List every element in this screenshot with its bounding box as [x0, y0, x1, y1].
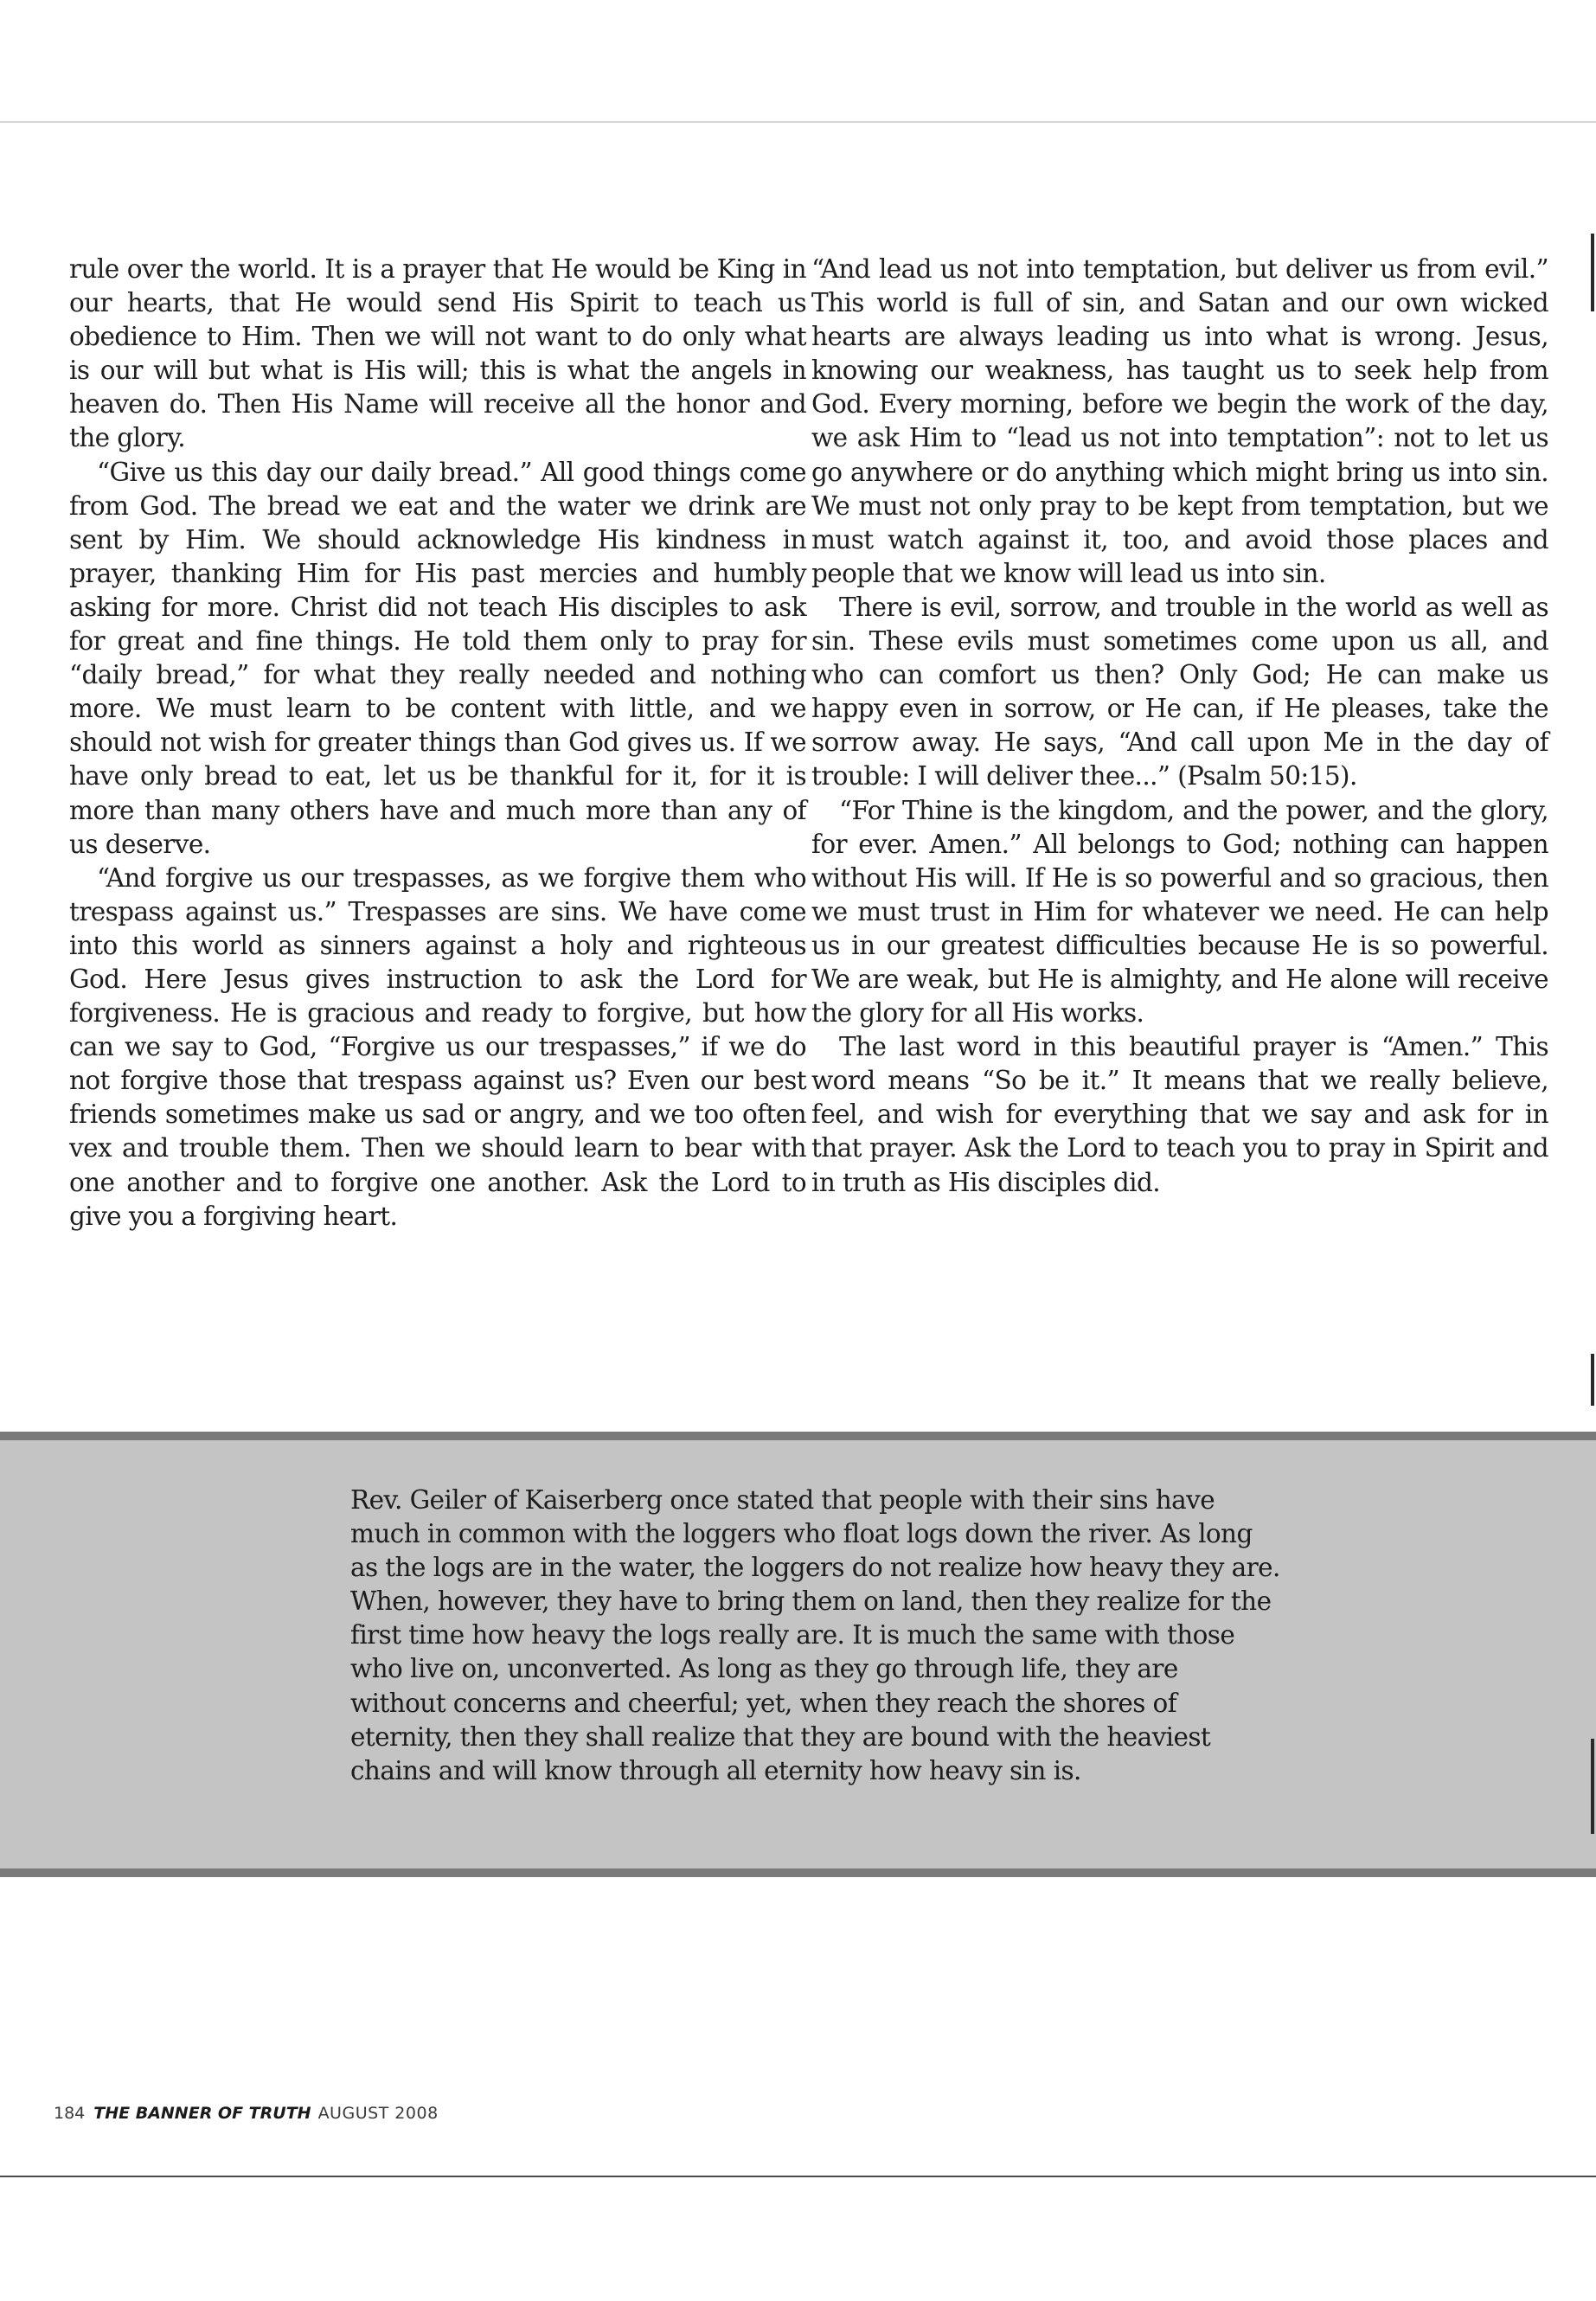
right-paragraph-2: There is evil, sorrow, and trouble in the world as well as sin. These evils must sometimes come upon us all, and who can comfort us then? Only God; He can make us happy even in sorrow, or He can, if He pleases, take the sorrow away. He says, “And call upon Me in the day of trouble: I will deliver thee...” (Psalm 50:15).: [811, 592, 1548, 792]
right-paragraph-1: “And lead us not into temptation, but deliver us from evil.” This world is full of sin, and Satan and our own wicked hearts are always leading us into what is wrong. Jesus, knowing our weakness, has taught us to seek help from God. Every morning, before we begin the work of the day, we ask Him to “lead us not into temptation”: not to let us go anywhere or do anything which might bring us into sin. We must not only pray to be kept from temptation, but we must watch against it, too, and avoid those places and people that we know will lead us into sin.: [811, 254, 1548, 588]
page-footer: [54, 2104, 439, 2123]
left-column: [69, 253, 806, 1234]
right-column: [811, 253, 1548, 1200]
right-paragraph-4: The last word in this beautiful prayer is “Amen.” This word means “So be it.” It means that we really believe, feel, and wish for everything that we say and ask for in that prayer. Ask the Lord to teach you to pray in Spirit and in truth as His disciples did.: [811, 1032, 1548, 1197]
right-edge-mark: [1591, 234, 1594, 311]
right-edge-mark: [1591, 1739, 1594, 1834]
publication-title: THE BANNER OF TRUTH: [93, 2104, 311, 2123]
left-paragraph-3: “And forgive us our trespasses, as we forgive them who trespass against us.” Trespasses are sins. We have come into this world as sinners against a holy and righteous God. Here Jesus gives instruction to ask the Lord for forgiveness. He is gracious and ready to forgive, but how can we say to God, “Forgive us our trespasses,” if we do not forgive those that trespass against us? Even our best friends sometimes make us sad or angry, and we too often vex and trouble them. Then we should learn to bear with one another and to forgive one another. Ask the Lord to give you a forgiving heart.: [69, 862, 806, 1231]
sidebar-bottom-rule: [0, 1868, 1596, 1877]
page-number: 184: [54, 2104, 86, 2123]
left-paragraph-1: rule over the world. It is a prayer that He would be King in our hearts, that He would send His Spirit to teach us obedience to Him. Then we will not want to do only what is our will but what is His will; this is what the angels in heaven do. Then His Name will receive all the honor and the glory.: [69, 254, 806, 453]
issue-date: AUGUST 2008: [317, 2104, 439, 2123]
sidebar-top-rule: [0, 1432, 1596, 1440]
right-edge-mark: [1591, 1354, 1594, 1406]
top-edge-line: [0, 121, 1596, 123]
bottom-edge-line: [0, 2176, 1596, 2177]
left-paragraph-2: “Give us this day our daily bread.” All good things come from God. The bread we eat and the water we drink are sent by Him. We should acknowledge His kindness in prayer, thanking Him for His past mercies and humbly asking for more. Christ did not teach His disciples to ask for great and fine things. He told them only to pray for “daily bread,” for what they really needed and nothing more. We must learn to be content with little, and we should not wish for greater things than God gives us. If we have only bread to eat, let us be thankful for it, for it is more than many others have and much more than any of us deserve.: [69, 457, 806, 859]
sidebar-text: Rev. Geiler of Kaiserberg once stated that people with their sins have much in common with the loggers who float logs down the river. As long as the logs are in the water, the loggers do not realize how heavy they are. When, however, they have to bring them on land, then they realize for the first time how heavy the logs really are. It is much the same with those who live on, unconverted. As long as they go through life, they are without concerns and cheerful; yet, when they reach the shores of eternity, then they shall realize that they are bound with the heaviest chains and will know through all eternity how heavy sin is.: [350, 1485, 1280, 1785]
right-paragraph-3: “For Thine is the kingdom, and the power, and the glory, for ever. Amen.” All belongs to God; nothing can happen without His will. If He is so powerful and so gracious, then we must trust in Him for whatever we need. He can help us in our greatest difficulties because He is so powerful. We are weak, but He is almighty, and He alone will receive the glory for all His works.: [811, 795, 1548, 1029]
sidebar-box: [0, 1432, 1596, 1877]
